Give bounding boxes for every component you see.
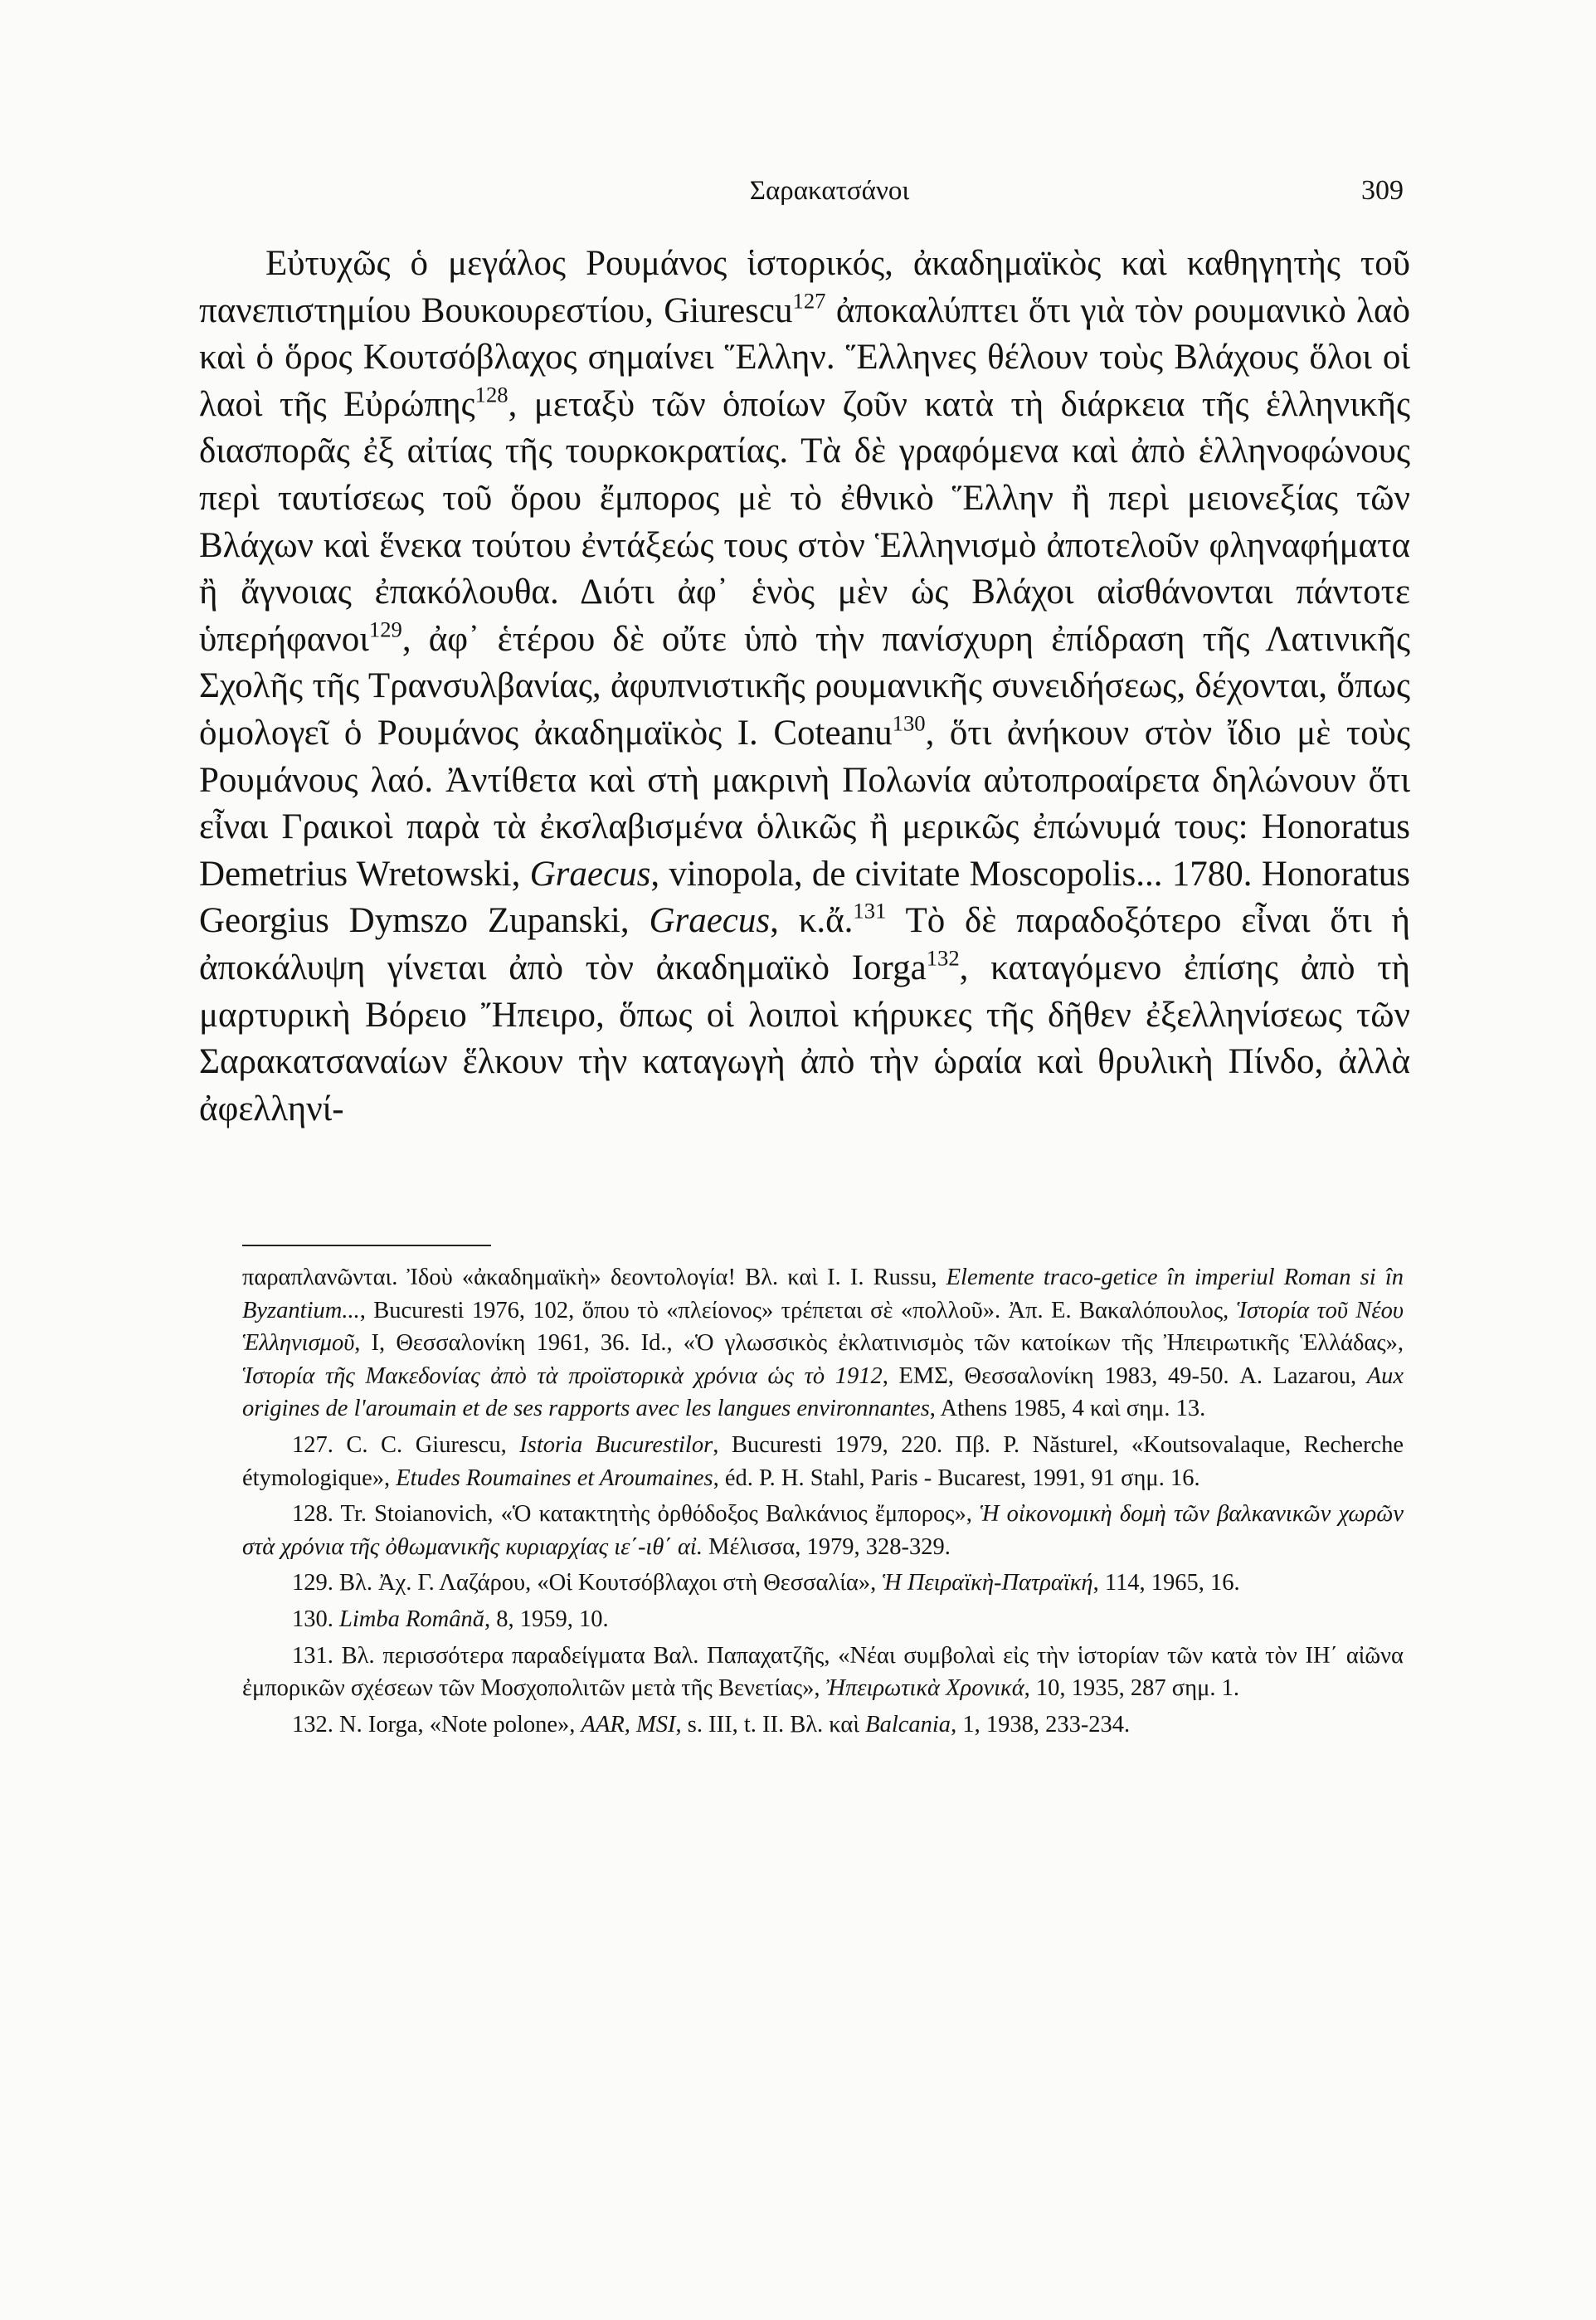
footnote-title: Ἠπειρωτικὰ Χρονικά xyxy=(825,1675,1024,1702)
footnote-text: , Bucuresti 1976, 102, ὅπου τὸ «πλείονος» τρέπεται σὲ «πολλοῦ». Ἀπ. Ε. Βακαλόπουλος, xyxy=(359,1297,1237,1323)
footnote-text: , 1, 1938, 233-234. xyxy=(951,1711,1131,1738)
footnote-text: 129. Βλ. Ἀχ. Γ. Λαζάρου, «Οἱ Κουτσόβλαχοι στὴ Θεσσαλία», xyxy=(292,1570,883,1596)
footnote-title: Limba Română xyxy=(339,1606,484,1632)
footnote-129 xyxy=(242,1567,1404,1600)
footnote-title: Ἡ οἰκονομικὴ δομὴ τῶν βαλκανικῶν χωρῶν στὰ χρόνια τῆς ὀθωμανικῆς κυριαρχίας ιε΄-ιθ΄ αἰ. xyxy=(242,1501,1404,1560)
footnote-text: 127. C. C. Giurescu, xyxy=(292,1431,520,1458)
body-text-segment: Εὐτυχῶς ὁ μεγάλος Ρουμάνος ἱστορικός, ἀκαδημαϊκὸς καὶ καθηγητὴς τοῦ πανεπιστημίου Βουκουρεστίου, Giurescu xyxy=(199,244,1410,330)
running-title: Σαρακατσάνοι xyxy=(749,176,910,206)
footnote-text: , éd. P. H. Stahl, Paris - Bucarest, 1991, 91 σημ. 16. xyxy=(713,1465,1200,1491)
footnote-128 xyxy=(242,1498,1404,1563)
footnote-text: , 10, 1935, 287 σημ. 1. xyxy=(1024,1675,1239,1702)
footnote-title: Istoria Bucurestilor xyxy=(519,1431,713,1458)
body-paragraph xyxy=(199,241,1410,1133)
footnote-132 xyxy=(242,1708,1404,1742)
body-text-segment: , ἀφ᾽ ἑτέρου δὲ οὔτε ὑπὸ τὴν πανίσχυρη ἐπίδραση τῆς Λατινικῆς Σχολῆς τῆς Τρανσυλβανίας, ἀφυπνιστικῆς ρουμανικῆς συνειδήσεως, δέχονται, ὅπως ὁμολογεῖ ὁ Ρουμάνος ἀκαδημαϊκὸς I. Coteanu xyxy=(199,619,1410,753)
body-text-segment: , κ.ἄ. xyxy=(770,901,854,941)
body-text-segment: , ὅτι ἀνήκουν στὸν ἴδιο μὲ τοὺς Ρουμάνους λαό. Ἀντίθετα καὶ στὴ μακρινὴ Πολωνία αὐτοπροαίρετα δηλώνουν ὅτι εἶναι Γραικοὶ παρὰ τὰ ἐκσλαβισμένα ὁλικῶς ἢ μερικῶς ἐπώνυμά τους: Honoratus Demetrius Wretowski, xyxy=(199,713,1410,894)
footnote-text: 128. Tr. Stoianovich, «Ὁ κατακτητὴς ὀρθόδοξος Βαλκάνιος ἔμπορος», xyxy=(292,1501,980,1528)
footnote-title: Ἱστορία τῆς Μακεδονίας ἀπὸ τὰ προϊστορικὰ χρόνια ὡς τὸ 1912 xyxy=(242,1362,883,1389)
footnote-title: Etudes Roumaines et Aroumaines xyxy=(396,1465,713,1491)
italic-term: Graecus xyxy=(649,901,771,941)
body-text-segment: , μεταξὺ τῶν ὁποίων ζοῦν κατὰ τὴ διάρκεια τῆς ἑλληνικῆς διασπορᾶς ἐξ αἰτίας τῆς τουρκοκρατίας. Τὰ δὲ γραφόμενα καὶ ἀπὸ ἑλληνοφώνους περὶ ταυτίσεως τοῦ ὅρου ἔμπορος μὲ τὸ ἐθνικὸ Ἕλλην ἢ περὶ μειονεξίας τῶν Βλάχων καὶ ἕνεκα τούτου ἐντάξεώς τους στὸν Ἑλληνισμὸ ἀποτελοῦν φληναφήματα ἢ ἄγνοιας ἐπακόλουθα. Διότι ἀφ᾽ ἑνὸς μὲν ὡς Βλάχοι αἰσθάνονται πάντοτε ὑπερήφανοι xyxy=(199,384,1410,659)
footnote-title: Balcania xyxy=(865,1711,951,1738)
running-head xyxy=(241,173,1418,209)
footnote-separator xyxy=(242,1245,491,1246)
footnote-text: , Bucuresti 1979, 220. Πβ. P. Năsturel, «Koutsovalaque, Recherche étymologique», xyxy=(242,1431,1404,1491)
footnote-text: , 8, 1959, 10. xyxy=(484,1606,609,1632)
footnote-continuation xyxy=(242,1261,1404,1426)
footnote-text: 132. N. Iorga, «Note polone», xyxy=(292,1711,581,1738)
footnote-title: Aux origines de l'aroumain et de ses rapports avec les langues environnantes xyxy=(242,1362,1404,1422)
body-text-segment: Τὸ δὲ παραδοξότερο εἶναι ὅτι ἡ ἀποκάλυψη γίνεται ἀπὸ τὸν ἀκαδημαϊκὸ Iorga xyxy=(199,901,1411,987)
footnote-text: , 114, 1965, 16. xyxy=(1092,1570,1240,1596)
footnote-ref-131: 131 xyxy=(853,898,887,924)
footnote-text: , Athens 1985, 4 καὶ σημ. 13. xyxy=(929,1396,1206,1422)
footnote-130 xyxy=(242,1603,1404,1636)
footnote-text: , s. III, t. II. Βλ. καὶ xyxy=(675,1711,866,1738)
footnote-text: , ΕΜΣ, Θεσσαλονίκη 1983, 49-50. A. Lazarou, xyxy=(882,1362,1367,1389)
footnote-text: 130. xyxy=(292,1606,339,1632)
body-text-segment: ἀποκαλύπτει ὅτι γιὰ τὸν ρουμανικὸ λαὸ καὶ ὁ ὅρος Κουτσόβλαχος σημαίνει Ἕλλην. Ἕλληνες θέλουν τοὺς Βλάχους ὅλοι οἱ λαοὶ τῆς Εὐρώπης xyxy=(199,290,1410,424)
footnote-title: Elemente traco-getice în imperiul Roman si în Byzantium... xyxy=(242,1265,1404,1323)
footnote-title: Ἱστορία τοῦ Νέου Ἑλληνισμοῦ xyxy=(242,1297,1404,1357)
italic-term: Graecus xyxy=(529,854,651,894)
footnote-text: , I, Θεσσαλονίκη 1961, 36. Id., «Ὁ γλωσσικὸς ἐκλατινισμὸς τῶν κατοίκων τῆς Ἠπειρωτικῆς Ἑλλάδας», xyxy=(354,1330,1404,1357)
body-text-segment: , vinopola, de civitate Moscopolis... 1780. Honoratus Georgius Dymszo Zupanski, xyxy=(199,854,1410,941)
footnote-ref-130: 130 xyxy=(892,710,926,736)
footnote-title: Ἡ Πειραϊκὴ-Πατραϊκή xyxy=(882,1570,1093,1596)
body-text-segment: , καταγόμενο ἐπίσης ἀπὸ τὴ μαρτυρικὴ Βόρειο Ἤπειρο, ὅπως οἱ λοιποὶ κήρυκες τῆς δῆθεν ἐξελληνίσεως τῶν Σαρακατσαναίων ἕλκουν τὴν καταγωγὴ ἀπὸ τὴν ὡραία καὶ θρυλικὴ Πίνδο, ἀλλὰ ἀφελληνί- xyxy=(199,948,1411,1128)
footnote-131 xyxy=(242,1640,1404,1705)
footnotes xyxy=(242,1261,1404,1744)
footnote-ref-127: 127 xyxy=(792,288,826,314)
footnote-text: Μέλισσα, 1979, 328-329. xyxy=(702,1533,951,1560)
footnote-ref-128: 128 xyxy=(474,382,508,407)
footnote-127 xyxy=(242,1429,1404,1494)
page-number: 309 xyxy=(1361,175,1404,206)
footnote-text: 131. Βλ. περισσότερα παραδείγματα Βαλ. Παπαχατζῆς, «Νέαι συμβολαὶ εἰς τὴν ἱστορίαν τῶν κατὰ τὸν ΙΗ΄ αἰῶνα ἐμπορικῶν σχέσεων τῶν Μοσχοπολιτῶν μετὰ τῆς Βενετίας», xyxy=(242,1642,1404,1702)
footnote-ref-129: 129 xyxy=(368,617,402,642)
footnote-ref-132: 132 xyxy=(926,945,960,971)
footnote-title: AAR, MSI xyxy=(581,1711,676,1738)
footnote-text: παραπλανῶνται. Ἰδοὺ «ἀκαδημαϊκὴ» δεοντολογία! Βλ. καὶ I. I. Russu, xyxy=(242,1265,946,1290)
